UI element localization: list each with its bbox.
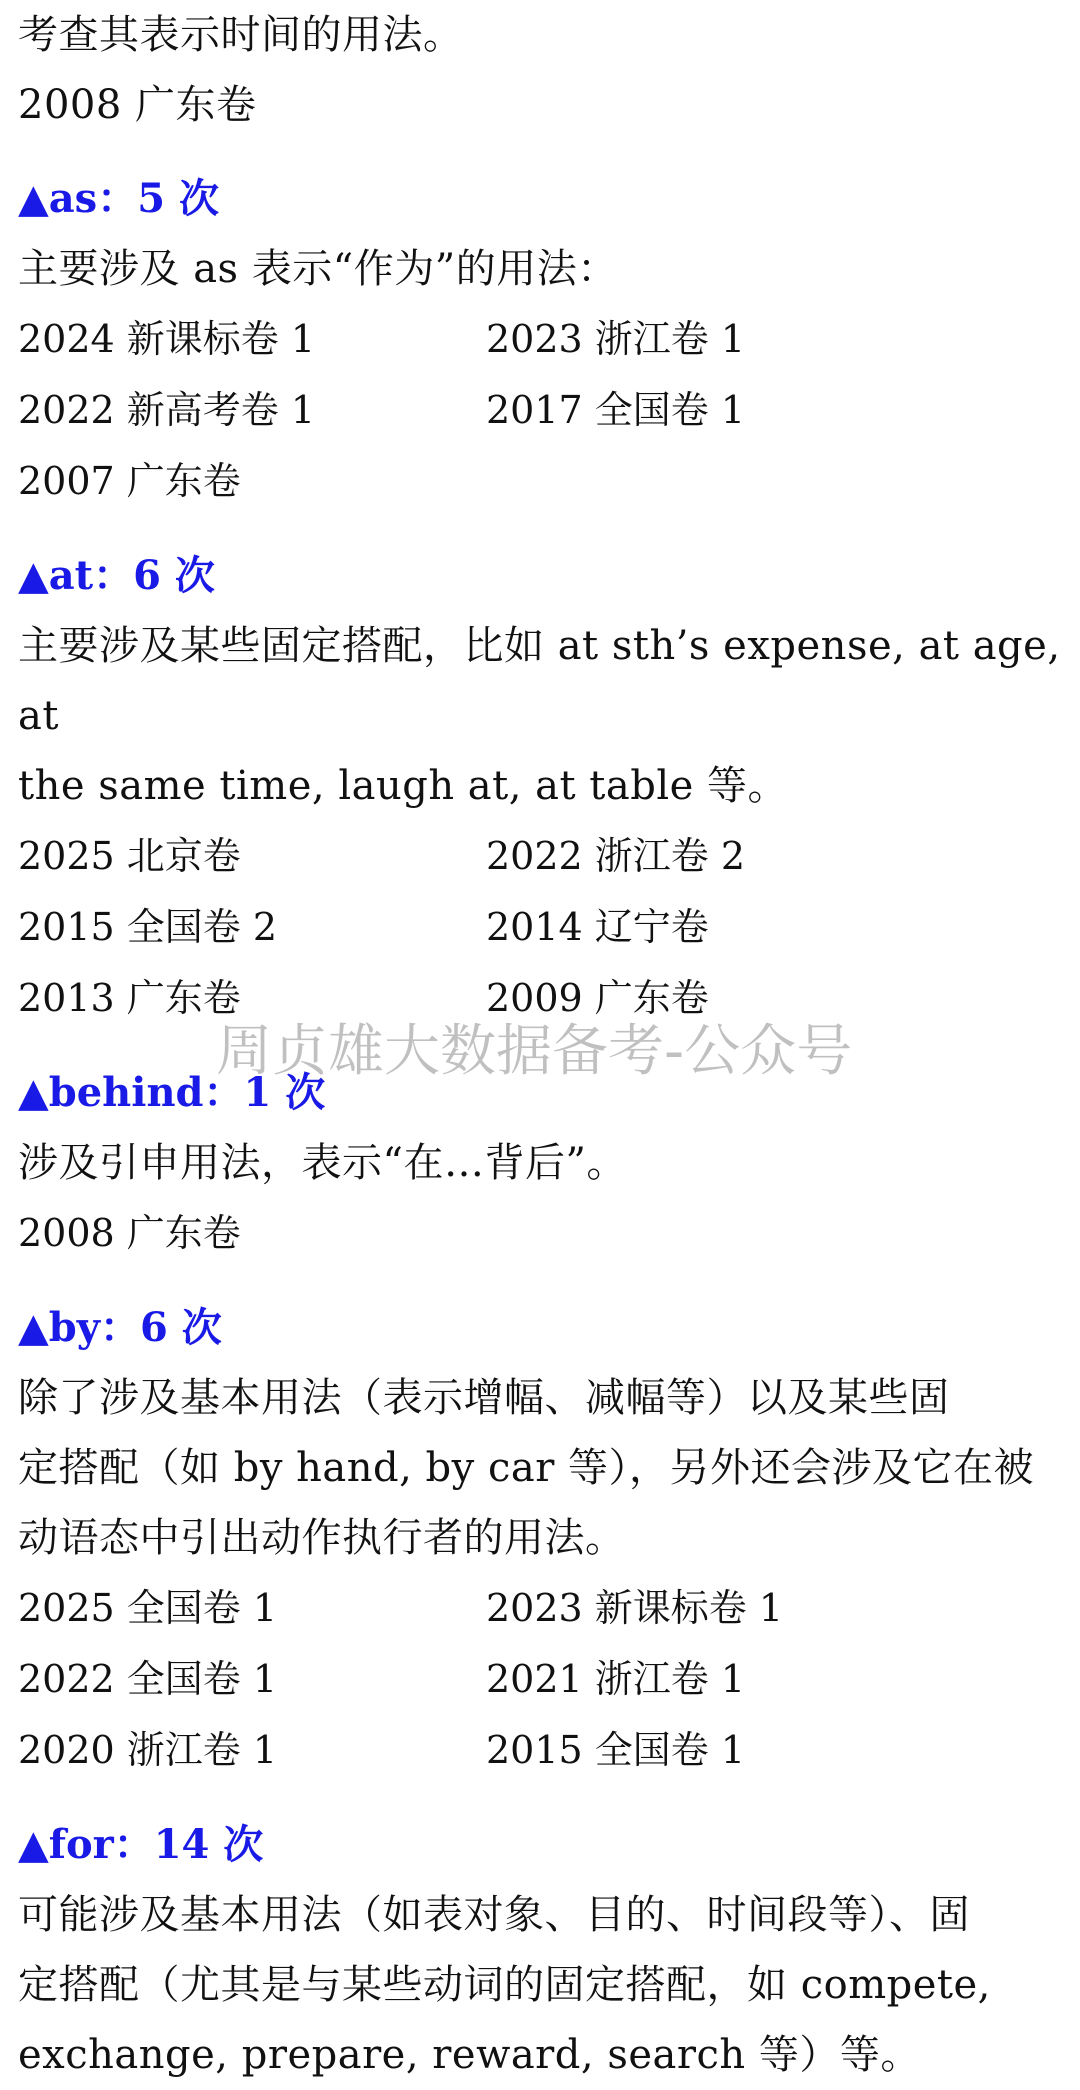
section-desc-at-line1: 主要涉及某些固定搭配，比如 at sth’s expense, at age, at xyxy=(18,623,1061,739)
section-heading-by: ▲by：6 次 xyxy=(18,1304,222,1351)
intro-source: 2008 广东卷 xyxy=(18,82,257,128)
section-desc-for-line3: exchange, prepare, reward, search 等）等。 xyxy=(18,2032,921,2078)
ref-item: 2015 全国卷 2 xyxy=(18,905,278,949)
section-desc-by-line1: 除了涉及基本用法（表示增幅、减幅等）以及某些固 xyxy=(18,1375,950,1421)
ref-row xyxy=(18,821,1062,892)
ref-item: 2022 全国卷 1 xyxy=(18,1657,278,1701)
ref-item: 2024 新课标卷 1 xyxy=(18,317,316,361)
section-desc-by-line2: 定搭配（如 by hand, by car 等），另外还会涉及它在被 xyxy=(18,1445,1035,1491)
ref-row xyxy=(18,892,1062,963)
section-heading-behind: ▲behind：1 次 xyxy=(18,1069,326,1116)
ref-item: 2007 广东卷 xyxy=(18,459,241,503)
ref-item: 2022 新高考卷 1 xyxy=(18,388,316,432)
ref-item: 2014 辽宁卷 xyxy=(486,905,709,949)
ref-item: 2025 全国卷 1 xyxy=(18,1586,278,1630)
ref-item: 2021 浙江卷 1 xyxy=(486,1657,746,1701)
ref-item: 2013 广东卷 xyxy=(18,976,241,1020)
watermark-text: 周贞雄大数据备考-公众号 xyxy=(216,1019,853,1084)
ref-row xyxy=(18,1573,1062,1644)
ref-row xyxy=(18,375,1062,446)
section-heading-for: ▲for：14 次 xyxy=(18,1821,264,1868)
ref-item: 2022 浙江卷 2 xyxy=(486,834,746,878)
ref-item: 2025 北京卷 xyxy=(18,834,241,878)
ref-item: 2017 全国卷 1 xyxy=(486,388,746,432)
ref-item: 2023 新课标卷 1 xyxy=(486,1586,784,1630)
ref-row xyxy=(18,1198,1062,1269)
ref-row xyxy=(18,304,1062,375)
ref-item: 2008 广东卷 xyxy=(18,1211,241,1255)
section-desc-behind: 涉及引申用法，表示“在…背后”。 xyxy=(18,1140,627,1186)
ref-item: 2020 浙江卷 1 xyxy=(18,1728,278,1772)
ref-row xyxy=(18,1715,1062,1786)
ref-row xyxy=(18,1644,1062,1715)
section-desc-by-line3: 动语态中引出动作执行者的用法。 xyxy=(18,1515,626,1561)
section-heading-as: ▲as：5 次 xyxy=(18,175,219,222)
section-desc-at-line2: the same time, laugh at, at table 等。 xyxy=(18,763,788,809)
section-desc-for-line1: 可能涉及基本用法（如表对象、目的、时间段等）、固 xyxy=(18,1892,970,1938)
section-desc-for-line2: 定搭配（尤其是与某些动词的固定搭配，如 compete, xyxy=(18,1962,991,2008)
section-heading-at: ▲at：6 次 xyxy=(18,552,215,599)
ref-item: 2015 全国卷 1 xyxy=(486,1728,746,1772)
intro-text: 考查其表示时间的用法。 xyxy=(18,12,464,58)
section-desc-as: 主要涉及 as 表示“作为”的用法： xyxy=(18,246,618,292)
ref-item: 2023 浙江卷 1 xyxy=(486,317,746,361)
ref-row xyxy=(18,963,1062,1034)
ref-row xyxy=(18,446,1062,517)
ref-item: 2009 广东卷 xyxy=(486,976,709,1020)
